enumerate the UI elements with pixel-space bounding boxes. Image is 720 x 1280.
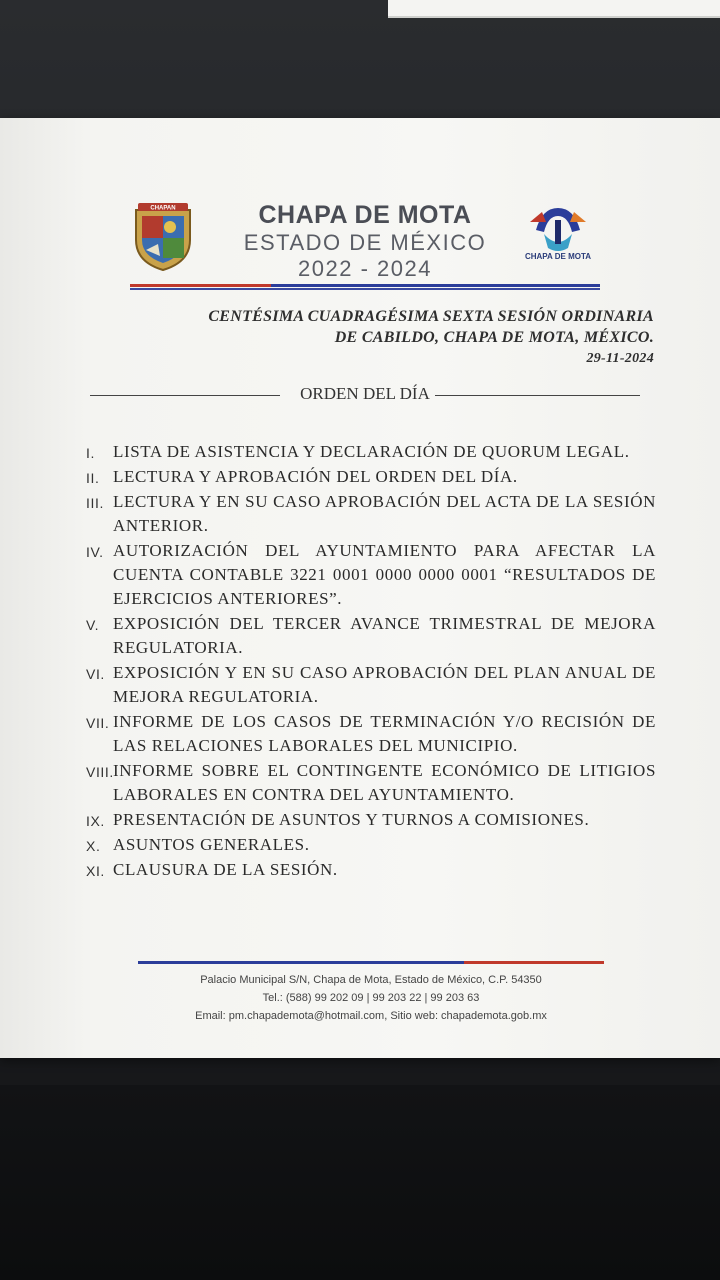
footer-divider bbox=[138, 961, 604, 964]
footer-address: Palacio Municipal S/N, Chapa de Mota, Estado de México, C.P. 54350 bbox=[200, 974, 542, 986]
footer-contact: Email: pm.chapademota@hotmail.com, Sitio web: chapademota.gob.mx bbox=[195, 1010, 547, 1022]
shield-label: CHAPAN bbox=[150, 205, 176, 212]
document-page bbox=[0, 118, 720, 1058]
session-date: 29-11-2024 bbox=[586, 351, 654, 366]
agenda-item bbox=[86, 710, 656, 758]
agenda-item-number: VIII. bbox=[86, 764, 114, 780]
agenda-item-text: EXPOSICIÓN DEL TERCER AVANCE TRIMESTRAL DE MEJORA REGULATORIA. bbox=[113, 614, 656, 657]
agenda-item bbox=[86, 440, 656, 464]
session-title-line2: DE CABILDO, CHAPA DE MOTA, MÉXICO. bbox=[334, 329, 654, 346]
agenda-item-number: V. bbox=[86, 617, 100, 633]
session-title bbox=[134, 306, 654, 369]
municipal-shield-icon bbox=[130, 200, 196, 272]
agenda-item-number: IV. bbox=[86, 544, 104, 560]
agenda-item-text: INFORME SOBRE EL CONTINGENTE ECONÓMICO DE LITIGIOS LABORALES EN CONTRA DEL AYUNTAMIENTO. bbox=[113, 761, 656, 804]
table-surface bbox=[0, 1085, 720, 1280]
session-title-line1: CENTÉSIMA CUADRAGÉSIMA SEXTA SESIÓN ORDINARIA bbox=[208, 308, 654, 325]
brand-state: ESTADO DE MÉXICO bbox=[243, 230, 487, 255]
agenda-item-number: VII. bbox=[86, 715, 110, 731]
agenda-list bbox=[86, 440, 656, 883]
agenda-item-text: EXPOSICIÓN Y EN SU CASO APROBACIÓN DEL PLAN ANUAL DE MEJORA REGULATORIA. bbox=[113, 663, 656, 706]
agenda-item bbox=[86, 759, 656, 807]
agenda-item-number: II. bbox=[86, 470, 100, 486]
orden-del-dia-heading bbox=[90, 383, 640, 405]
brand-years: 2022 - 2024 bbox=[298, 256, 432, 281]
heading-dash-left bbox=[90, 395, 280, 396]
orden-del-dia-label: ORDEN DEL DÍA bbox=[300, 384, 430, 403]
agenda-item-text: PRESENTACIÓN DE ASUNTOS Y TURNOS A COMISIONES. bbox=[113, 810, 590, 829]
agenda-item bbox=[86, 858, 656, 882]
agenda-item-number: III. bbox=[86, 495, 104, 511]
agenda-item-text: LECTURA Y EN SU CASO APROBACIÓN DEL ACTA DE LA SESIÓN ANTERIOR. bbox=[113, 492, 656, 535]
agenda-item-text: INFORME DE LOS CASOS DE TERMINACIÓN Y/O RECISIÓN DE LAS RELACIONES LABORALES DEL MUNICIPIO. bbox=[113, 712, 656, 755]
footer-phones: Tel.: (588) 99 202 09 | 99 203 22 | 99 203 63 bbox=[262, 992, 480, 1004]
agenda-item-number: I. bbox=[86, 445, 95, 461]
agenda-item-text: ASUNTOS GENERALES. bbox=[113, 835, 310, 854]
agenda-item bbox=[86, 833, 656, 857]
heading-dash-right bbox=[435, 395, 640, 396]
header-divider bbox=[130, 284, 600, 287]
header-divider-blue bbox=[130, 288, 600, 290]
brand-name: CHAPA DE MOTA bbox=[258, 201, 472, 229]
agenda-item-number: VI. bbox=[86, 666, 105, 682]
agenda-item bbox=[86, 661, 656, 709]
agenda-item bbox=[86, 539, 656, 611]
agenda-item bbox=[86, 612, 656, 660]
agenda-item-number: X. bbox=[86, 838, 101, 854]
agenda-item-number: XI. bbox=[86, 863, 105, 879]
agenda-item-number: IX. bbox=[86, 813, 105, 829]
agenda-item-text: LECTURA Y APROBACIÓN DEL ORDEN DEL DÍA. bbox=[113, 467, 518, 486]
emblem-label: CHAPA DE MOTA bbox=[524, 252, 592, 261]
background-paper-sheet bbox=[388, 0, 720, 18]
agenda-item bbox=[86, 465, 656, 489]
agenda-item-text: AUTORIZACIÓN DEL AYUNTAMIENTO PARA AFECTAR LA CUENTA CONTABLE 3221 0001 0000 0000 0001 “RESULTADOS DE EJERCICIOS ANTERIORES”. bbox=[113, 541, 656, 608]
agenda-item-text: LISTA DE ASISTENCIA Y DECLARACIÓN DE QUORUM LEGAL. bbox=[113, 442, 630, 461]
footer bbox=[138, 971, 604, 1025]
brand-block bbox=[220, 200, 510, 282]
agenda-item bbox=[86, 490, 656, 538]
agenda-item bbox=[86, 808, 656, 832]
agenda-item-text: CLAUSURA DE LA SESIÓN. bbox=[113, 860, 338, 879]
